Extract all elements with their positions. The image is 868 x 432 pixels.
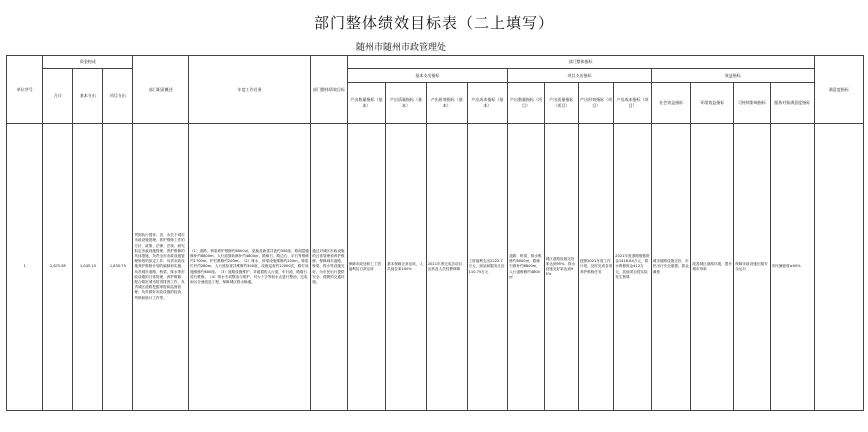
col-header: 产出数量指标（项目）	[508, 83, 544, 124]
cell-basic-qty: 保障市政处职工工资福利及日常运转	[347, 124, 386, 411]
cell-proj-qty: 道路、桥梁、排水维修约8000㎡，路缘石修补约8800m，人行道维修约4800㎡	[508, 124, 544, 411]
cell-proj-cost: 2021年度道路维修资金1418.84万元，排水维修资金412万元，其他项目按实际发生核算	[614, 124, 651, 411]
cell-goal: 通过对城区市政设施的日常管理和养护维修，保障城市道路、桥梁、排水等设施完好，为市民出行提供安全、便捷的交通环境。	[311, 124, 347, 411]
header-basic-indicators: 基本支出指标	[347, 69, 508, 83]
header-overall-goal: 部门整体绩效目标	[311, 56, 347, 124]
header-total: 合计	[43, 69, 73, 124]
cell-basic: 1,045.10	[73, 124, 103, 411]
cell-basic-quality: 基本保障正常运转，人员到位率100%	[386, 124, 427, 411]
cell-environmental: 改善城区道路环境，提升城市形象	[691, 124, 734, 411]
col-header: 产出数量指标（基本）	[347, 83, 386, 124]
page-title: 部门整体绩效目标表（二上填写）	[313, 14, 554, 32]
cell-satisfaction-extra	[814, 124, 863, 411]
cell-basic-time: 2021年度完成各项目运转及人员经费保障	[426, 124, 467, 411]
header-duty: 部门职责概述	[133, 56, 189, 124]
col-header: 产出质量指标（项目）	[544, 83, 578, 124]
cell-no: 1	[7, 124, 43, 411]
col-header: 产出成本指标（项目）	[614, 83, 651, 124]
cell-social: 城市道路设施完好，市民出行安全便捷，群众满意	[651, 124, 691, 411]
cell-project: 1,830.75	[103, 124, 133, 411]
col-header: 环境效益指标	[691, 83, 734, 124]
col-header: 社会效益指标	[651, 83, 691, 124]
header-project-indicators: 项目支出指标	[508, 69, 652, 83]
col-header: 可持续影响指标	[734, 83, 770, 124]
col-header: 产出质量指标（基本）	[386, 83, 427, 124]
header-project-funds: 项目支出	[103, 69, 133, 124]
col-header: 产出成本指标（基本）	[467, 83, 508, 124]
header-benefit-indicators: 效益指标	[651, 69, 814, 83]
cell-proj-quality: 城区道路设施完好率达到95%，排水设施完好率达到95%	[544, 124, 578, 411]
cell-basic-cost: 工资福利支出2222.7万元，商品和服务支出110.75万元	[467, 124, 508, 411]
col-header: 产出时效指标（基本）	[426, 83, 467, 124]
cell-duty: 贯彻执行国家、省、市关于城市市政设施管理、养护维修工作的方针、政策、法律、法规、研究拟定市政设施管理、养护维修的具体措施，负责全市市政设施管理规划的拟定工作；负责市政设施养护维修计划的编制和实施；负责城市道路、桥梁、排水等市政设施的日常管理、养护维修；配合做好城市防汛排涝工作；负责城区道路挖掘审批和监督管理；负责做好市政设施的检查、考核和统计工作等。	[133, 124, 189, 411]
col-header: 产出时效指标（项目）	[578, 83, 613, 124]
cell-satisfaction-indicator: 市民满意度≥90%	[770, 124, 814, 411]
header-dept-no: 单位序号	[7, 56, 43, 124]
header-satisfaction: 满意度指标	[814, 56, 863, 124]
cell-total: 2,875.85	[43, 124, 73, 411]
header-basic-funds: 基本支出	[73, 69, 103, 124]
col-header: 服务对象满意度指标	[770, 83, 814, 124]
cell-tasks: （1）道路、桥梁养护维修约8000㎡，更换及新建井盖约300座。路面裂缝修补约8800m，人行道面砖修补约4800㎡，路缘石、路边石、平石等维修约1700m，护栏维修约200m。（2）排水、桥梁设施维修约200m，桥梁栏杆约280m，人行道检查井维修约300座，设施巡查约12000次，路灯设施维修约600座。（3）道路设施维护，对破损的人行道、车行道、路缘石进行维修。（4）排水专项整治与维护，对大十字等积水点进行整治，完成雨污分流改造工程，保障城区排水畅通。	[189, 124, 311, 411]
performance-table	[6, 55, 864, 411]
cell-sustainable: 保障市政设施长期安全运行	[734, 124, 770, 411]
header-annual-tasks: 年度工作任务	[189, 56, 311, 124]
header-indicators: 部门整体指标	[347, 56, 814, 69]
cell-proj-time: 按照2021年度工作计划，及时完成各项养护维修任务	[578, 124, 613, 411]
header-funds: 资金构成	[43, 56, 133, 69]
unit-name: 随州市随州市政管理处	[356, 43, 447, 53]
